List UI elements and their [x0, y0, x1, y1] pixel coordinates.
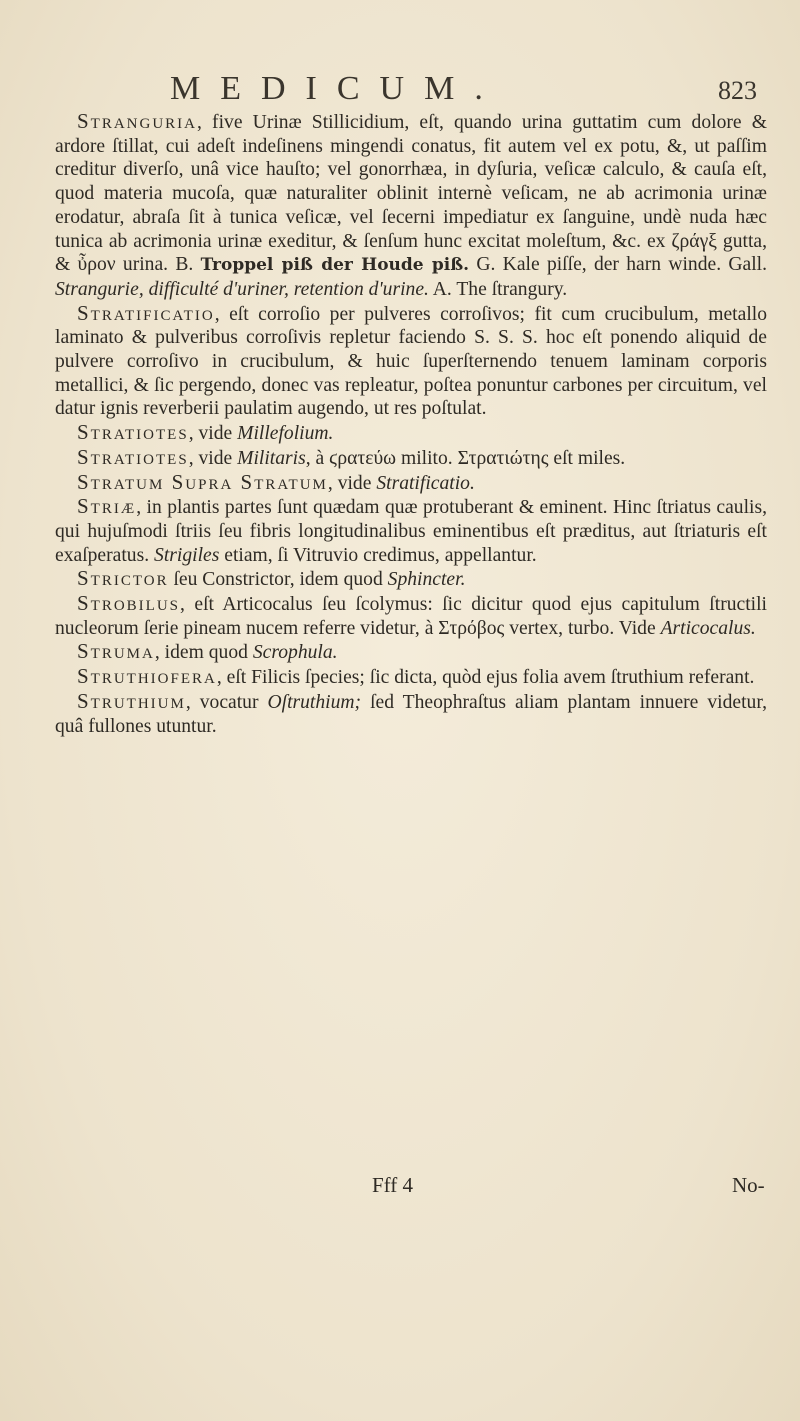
- definition: ſeu Constrictor, idem quod: [168, 569, 388, 591]
- entry-stratiotes-1: [55, 421, 767, 446]
- headword: Struthiofera: [77, 664, 217, 689]
- entry-stratum: [55, 471, 767, 496]
- entry-struthium: [55, 690, 767, 738]
- catchword: No-: [732, 1173, 765, 1197]
- cross-reference: Stratificatio.: [376, 472, 475, 494]
- entry-striae: [55, 495, 767, 567]
- headword: Stratiotes: [77, 444, 189, 469]
- definition-cont: G. Kale piſſe, der harn winde. Gall.: [469, 254, 768, 276]
- definition-cont: , à ϛρατεύω milito. Στρατιώτης eſt miles.: [305, 447, 626, 469]
- entry-struma: [55, 640, 767, 665]
- entry-strictor: [55, 567, 767, 592]
- entry-strobilus: [55, 592, 767, 640]
- cross-reference: Oſtruthium;: [267, 691, 362, 713]
- cross-reference: Articocalus.: [660, 617, 756, 639]
- dictionary-column: [55, 110, 767, 738]
- headword: Stranguria: [77, 109, 198, 133]
- definition: , vide: [188, 423, 238, 445]
- italic-term: Strigiles: [154, 544, 220, 566]
- definition-cont: ſed Theophraſtus aliam plantam innuere videtur, quâ fullones utuntur.: [55, 691, 767, 737]
- definition-cont: etiam, ſi Vitruvio credimus, appellantur.: [219, 544, 537, 566]
- headword: Struthium: [77, 688, 186, 713]
- definition: , idem quod: [154, 642, 253, 664]
- page-footer: [0, 1173, 800, 1203]
- cross-reference: Millefolium.: [237, 423, 334, 445]
- entry-stratificatio: [55, 302, 767, 422]
- headword: Stratiotes: [77, 420, 189, 445]
- running-head: MEDICUM.: [170, 70, 503, 107]
- definition: , eſt Articocalus ſeu ſcolymus: ſic dicitur quod ejus capitulum ſtructili nucleorum ſerie pineam nucem referre videtur, à Στρόβος vertex, turbo. Vide: [55, 594, 767, 639]
- cross-reference: Militaris: [237, 447, 306, 469]
- headword: Struma: [77, 639, 155, 664]
- definition: , vocatur: [185, 691, 268, 713]
- definition: , vide: [327, 472, 377, 494]
- page-header: [0, 70, 800, 110]
- headword: Strictor: [77, 566, 169, 591]
- signature-mark: Fff 4: [372, 1173, 414, 1197]
- english-term: A. The ſtrangury.: [428, 278, 568, 300]
- cross-reference: Sphincter.: [387, 569, 466, 591]
- definition: , five Urinæ Stillicidium, eſt, quando urina guttatim cum dolore & ardore ſtillat, cui adeſt indeſinens mingendi conatus, fit autem vel ex potu, &, ut paſſim creditur diverſo, unâ vice hauſto; vel gonorrhæa, in dyſuria, veſicæ calculo, & cauſa eſt, quod materia mucoſa, quæ naturaliter oblinit internè veſicam, ne ab acrimonia urinæ erodatur, abraſa ſit à tunica veſicæ, vel ſecerni impediatur ex ſanguine, undè nuda hæc tunica ab acrimonia urinæ exeditur, & ſenſum hunc excitat moleſtum, &c. ex ζράγξ gutta, & ὖρον urina. B.: [55, 112, 767, 276]
- french-term: Strangurie, difficulté d'uriner, retention d'urine.: [55, 278, 429, 300]
- definition: , in plantis partes ſunt quædam quæ protuberant & eminent. Hinc ſtriatus caulis, qui hujuſmodi ſtriis ſeu fibris longitudinalibus eminentibus eſt præditus, aut ſtriaturis eſt exaſperatus.: [55, 497, 767, 566]
- page-number: 823: [718, 76, 757, 105]
- definition: , eſt corroſio per pulveres corroſivos; fit cum crucibulum, metallo laminato & pulveribus corroſivis repletur faciendo S. S. S. hoc eſt ponendo aliquid de pulvere corroſivo in crucibulum, & huic ſuperſternendo tenuem laminam corporis metallici, & ſic pergendo, donec vas repleatur, poſtea ponuntur carbones per circuitum, vel datur ignis reverberii paulatim augendo, ut res poſtulat.: [55, 303, 767, 420]
- entry-struthiofera: [55, 665, 767, 690]
- headword: Strobilus: [77, 591, 181, 616]
- headword: Stratum Supra Stratum: [77, 469, 328, 494]
- cross-reference: Scrophula.: [252, 642, 338, 664]
- entry-stranguria: [55, 110, 767, 302]
- entry-stratiotes-2: [55, 446, 767, 471]
- definition: , vide: [188, 447, 238, 469]
- definition: , eſt Filicis ſpecies; ſic dicta, quòd ejus folia avem ſtruthium referant.: [216, 667, 755, 689]
- german-term: Troppel piß der Houde piß.: [200, 255, 470, 276]
- headword: Striæ: [77, 494, 137, 519]
- headword: Stratificatio: [77, 300, 215, 325]
